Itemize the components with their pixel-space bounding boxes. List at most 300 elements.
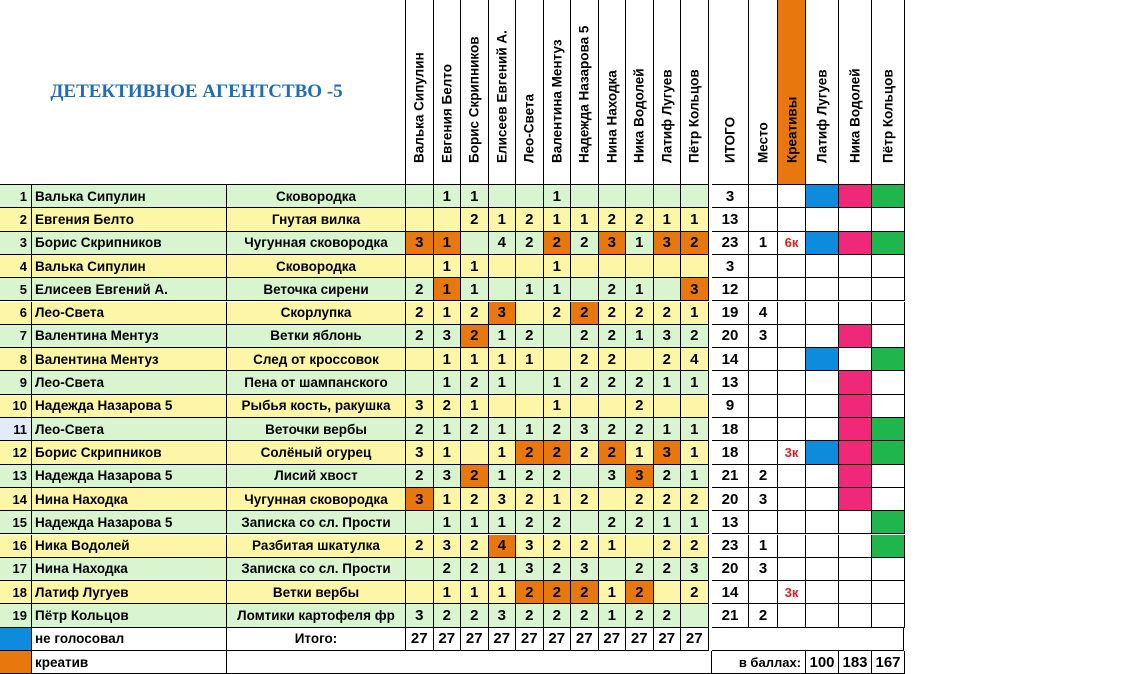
score-cell: 2 — [599, 302, 627, 325]
score-cell: 2 — [571, 348, 599, 371]
score-cell: 1 — [434, 418, 462, 441]
score-cell: 2 — [654, 302, 682, 325]
score-cell: 2 — [571, 325, 599, 348]
total-cell: 20 — [712, 488, 749, 511]
score-cell — [489, 278, 517, 301]
score-cell — [544, 348, 572, 371]
score-cell: 1 — [461, 278, 489, 301]
score-cell: 3 — [516, 535, 544, 558]
creative-cell — [778, 278, 806, 301]
creative-cell — [778, 418, 806, 441]
score-cell: 2 — [406, 302, 434, 325]
score-cell — [654, 395, 682, 418]
column-header-label: Креативы — [784, 96, 799, 163]
score-cell — [654, 185, 682, 208]
score-cell: 1 — [461, 185, 489, 208]
points-label: в баллах: — [712, 651, 806, 674]
judge-mark — [839, 278, 872, 301]
item-name: Скорлупка — [227, 302, 406, 325]
score-cell: 2 — [406, 535, 434, 558]
score-cell — [489, 255, 517, 278]
score-cell: 1 — [544, 185, 572, 208]
creative-cell — [778, 558, 806, 581]
judge-mark — [872, 278, 905, 301]
score-cell: 1 — [681, 302, 709, 325]
creative-cell — [778, 325, 806, 348]
score-cell: 1 — [489, 325, 517, 348]
judge-mark — [872, 348, 905, 371]
total-cell: 20 — [712, 558, 749, 581]
score-cell: 2 — [599, 208, 627, 231]
place-cell: 3 — [749, 558, 778, 581]
score-cell: 3 — [681, 558, 709, 581]
score-cell: 3 — [571, 418, 599, 441]
row-number: 16 — [0, 535, 32, 558]
judge-mark — [806, 465, 839, 488]
score-cell: 2 — [461, 418, 489, 441]
judge-mark — [872, 441, 905, 464]
score-cell — [681, 255, 709, 278]
score-cell: 3 — [434, 465, 462, 488]
creative-cell — [778, 604, 806, 627]
score-cell: 3 — [654, 232, 682, 255]
score-cell: 2 — [681, 232, 709, 255]
score-cell: 2 — [571, 581, 599, 604]
score-cell: 2 — [434, 395, 462, 418]
judge-mark — [806, 488, 839, 511]
score-cell: 2 — [626, 488, 654, 511]
place-cell — [749, 418, 778, 441]
row-number: 3 — [0, 232, 32, 255]
itogo-value: 27 — [626, 628, 654, 651]
itogo-value: 27 — [406, 628, 434, 651]
judge-mark — [839, 418, 872, 441]
score-cell: 1 — [489, 511, 517, 534]
item-name: Лисий хвост — [227, 465, 406, 488]
score-cell: 3 — [489, 302, 517, 325]
item-name: Чугунная сковородка — [227, 488, 406, 511]
score-cell: 1 — [489, 558, 517, 581]
score-cell: 2 — [626, 302, 654, 325]
score-cell: 2 — [544, 604, 572, 627]
judge-mark — [839, 465, 872, 488]
voter-header — [626, 0, 654, 185]
score-cell: 1 — [434, 185, 462, 208]
creative-cell — [778, 255, 806, 278]
score-cell: 1 — [461, 395, 489, 418]
itogo-value: 27 — [461, 628, 489, 651]
column-header-label: Пётр Кольцов — [880, 69, 896, 163]
score-cell: 2 — [461, 208, 489, 231]
total-cell: 23 — [712, 232, 749, 255]
score-cell: 1 — [434, 232, 462, 255]
author-name: Валентина Ментуз — [32, 325, 227, 348]
score-cell: 2 — [681, 581, 709, 604]
score-cell: 1 — [489, 418, 517, 441]
voter-header — [654, 0, 682, 185]
score-cell — [571, 395, 599, 418]
place-cell — [749, 278, 778, 301]
score-cell: 2 — [544, 511, 572, 534]
row-number: 12 — [0, 441, 32, 464]
creative-cell — [778, 395, 806, 418]
place-cell — [749, 255, 778, 278]
score-cell: 2 — [626, 208, 654, 231]
row-number: 18 — [0, 581, 32, 604]
item-name: Чугунная сковородка — [227, 232, 406, 255]
score-cell: 2 — [516, 581, 544, 604]
score-cell — [626, 255, 654, 278]
points-value: 100 — [806, 651, 839, 674]
score-cell: 1 — [489, 441, 517, 464]
score-cell: 1 — [434, 255, 462, 278]
score-cell: 1 — [544, 208, 572, 231]
score-cell: 2 — [599, 511, 627, 534]
item-name: Записка со сл. Прости — [227, 558, 406, 581]
score-cell: 2 — [461, 488, 489, 511]
score-cell — [489, 395, 517, 418]
creative-cell — [778, 488, 806, 511]
author-name: Лео-Света — [32, 371, 227, 394]
score-cell: 2 — [516, 441, 544, 464]
voter-header — [599, 0, 627, 185]
item-name: Ветки вербы — [227, 581, 406, 604]
judge-mark — [806, 302, 839, 325]
judge-mark — [872, 604, 905, 627]
score-cell: 2 — [516, 604, 544, 627]
row-number: 2 — [0, 208, 32, 231]
itogo-value: 27 — [489, 628, 517, 651]
score-cell: 1 — [434, 511, 462, 534]
score-cell: 1 — [681, 371, 709, 394]
total-cell: 18 — [712, 418, 749, 441]
score-cell: 2 — [516, 325, 544, 348]
row-number: 14 — [0, 488, 32, 511]
judge-mark — [839, 255, 872, 278]
total-cell: 13 — [712, 208, 749, 231]
judge-mark — [872, 511, 905, 534]
place-cell — [749, 371, 778, 394]
score-cell: 1 — [544, 395, 572, 418]
item-name: След от кроссовок — [227, 348, 406, 371]
score-cell — [654, 255, 682, 278]
score-cell: 1 — [626, 441, 654, 464]
judge-mark — [806, 441, 839, 464]
column-header-label: Борис Скрипников — [466, 36, 482, 163]
legend-not-voted: не голосовал — [32, 628, 227, 651]
score-cell: 3 — [626, 465, 654, 488]
column-header-label: ИТОГО — [722, 116, 738, 163]
judge-mark — [806, 535, 839, 558]
score-cell: 1 — [434, 348, 462, 371]
creative-cell — [778, 208, 806, 231]
row-number: 17 — [0, 558, 32, 581]
creatives-header — [778, 0, 806, 185]
score-cell: 4 — [681, 348, 709, 371]
score-cell: 3 — [516, 558, 544, 581]
creative-cell — [778, 371, 806, 394]
judge-mark — [806, 348, 839, 371]
score-cell: 3 — [406, 604, 434, 627]
score-cell: 3 — [406, 395, 434, 418]
author-name: Нина Находка — [32, 488, 227, 511]
legend-orange-swatch — [0, 651, 32, 674]
score-cell: 2 — [571, 604, 599, 627]
score-cell: 1 — [461, 255, 489, 278]
score-cell: 2 — [461, 535, 489, 558]
itogo-value: 27 — [571, 628, 599, 651]
score-cell — [406, 185, 434, 208]
page-title: ДЕТЕКТИВНОЕ АГЕНТСТВО -5 — [0, 0, 406, 185]
place-header — [749, 0, 778, 185]
score-cell: 2 — [626, 581, 654, 604]
score-cell: 1 — [461, 348, 489, 371]
score-cell: 3 — [654, 325, 682, 348]
score-cell: 1 — [516, 348, 544, 371]
score-cell: 2 — [406, 418, 434, 441]
score-cell: 4 — [489, 232, 517, 255]
score-cell — [516, 185, 544, 208]
judge-header — [872, 0, 905, 185]
score-cell — [516, 302, 544, 325]
judge-mark — [839, 488, 872, 511]
score-cell: 1 — [626, 232, 654, 255]
score-cell — [626, 535, 654, 558]
judge-mark — [872, 232, 905, 255]
score-cell — [406, 371, 434, 394]
creative-cell: 3к — [778, 581, 806, 604]
score-cell: 1 — [544, 278, 572, 301]
voter-header — [489, 0, 517, 185]
total-cell: 13 — [712, 371, 749, 394]
judge-mark — [872, 371, 905, 394]
score-cell: 1 — [434, 302, 462, 325]
author-name: Латиф Лугуев — [32, 581, 227, 604]
score-cell: 3 — [571, 558, 599, 581]
judge-mark — [872, 302, 905, 325]
score-cell — [654, 278, 682, 301]
row-number: 8 — [0, 348, 32, 371]
author-name: Надежда Назарова 5 — [32, 465, 227, 488]
score-cell: 3 — [681, 278, 709, 301]
total-cell: 21 — [712, 465, 749, 488]
score-cell — [406, 581, 434, 604]
score-cell: 2 — [681, 535, 709, 558]
score-cell: 2 — [571, 488, 599, 511]
author-name: Борис Скрипников — [32, 232, 227, 255]
score-cell: 2 — [544, 441, 572, 464]
total-header — [712, 0, 749, 185]
row-number: 9 — [0, 371, 32, 394]
judge-mark — [872, 418, 905, 441]
score-cell: 2 — [461, 302, 489, 325]
column-header-label: Ника Водолей — [631, 68, 647, 163]
judge-mark — [872, 535, 905, 558]
creative-cell: 3к — [778, 441, 806, 464]
column-header-label: Лео-Света — [521, 93, 537, 163]
item-name: Ломтики картофеля фр — [227, 604, 406, 627]
column-header-label: Евгения Белто — [439, 64, 455, 163]
total-cell: 21 — [712, 604, 749, 627]
itogo-value: 27 — [654, 628, 682, 651]
score-cell: 2 — [544, 302, 572, 325]
place-cell: 3 — [749, 488, 778, 511]
score-cell — [571, 511, 599, 534]
score-cell: 2 — [461, 558, 489, 581]
score-cell: 1 — [489, 348, 517, 371]
score-cell: 1 — [434, 441, 462, 464]
score-cell: 2 — [434, 604, 462, 627]
total-cell: 14 — [712, 581, 749, 604]
author-name: Лео-Света — [32, 418, 227, 441]
score-cell: 2 — [516, 232, 544, 255]
score-cell: 2 — [571, 441, 599, 464]
score-cell: 2 — [544, 465, 572, 488]
row-number: 7 — [0, 325, 32, 348]
judge-mark — [806, 371, 839, 394]
total-cell: 18 — [712, 441, 749, 464]
score-cell — [461, 441, 489, 464]
place-cell — [749, 511, 778, 534]
author-name: Надежда Назарова 5 — [32, 511, 227, 534]
place-cell: 2 — [749, 604, 778, 627]
score-cell: 2 — [626, 604, 654, 627]
score-cell: 1 — [654, 511, 682, 534]
total-cell: 14 — [712, 348, 749, 371]
score-cell: 3 — [406, 488, 434, 511]
score-cell: 3 — [489, 488, 517, 511]
row-number: 10 — [0, 395, 32, 418]
score-cell: 1 — [434, 488, 462, 511]
item-name: Разбитая шкатулка — [227, 535, 406, 558]
score-cell — [434, 208, 462, 231]
judge-mark — [806, 278, 839, 301]
score-cell: 2 — [571, 535, 599, 558]
judge-mark — [839, 325, 872, 348]
score-cell — [406, 208, 434, 231]
itogo-value: 27 — [544, 628, 572, 651]
itogo-value: 27 — [599, 628, 627, 651]
judge-mark — [806, 581, 839, 604]
item-name: Гнутая вилка — [227, 208, 406, 231]
column-header-label: Пётр Кольцов — [686, 69, 702, 163]
score-cell — [599, 185, 627, 208]
judge-header — [839, 0, 872, 185]
judge-mark — [872, 185, 905, 208]
judge-mark — [872, 465, 905, 488]
score-cell: 2 — [544, 558, 572, 581]
author-name: Валька Сипулин — [32, 255, 227, 278]
score-cell: 2 — [654, 535, 682, 558]
item-name: Пена от шампанского — [227, 371, 406, 394]
total-cell: 9 — [712, 395, 749, 418]
score-cell: 1 — [599, 581, 627, 604]
score-cell: 2 — [599, 325, 627, 348]
score-cell — [489, 185, 517, 208]
judge-mark — [806, 325, 839, 348]
score-cell — [406, 511, 434, 534]
judge-mark — [872, 325, 905, 348]
score-cell: 2 — [461, 325, 489, 348]
score-cell: 1 — [599, 604, 627, 627]
score-cell: 1 — [516, 278, 544, 301]
row-number: 13 — [0, 465, 32, 488]
creative-cell — [778, 185, 806, 208]
itogo-label: Итого: — [227, 628, 406, 651]
score-cell: 1 — [489, 581, 517, 604]
judge-mark — [839, 535, 872, 558]
score-cell: 2 — [516, 488, 544, 511]
legend-blue-swatch — [0, 628, 32, 651]
score-cell — [599, 488, 627, 511]
score-cell: 1 — [654, 371, 682, 394]
score-cell: 2 — [681, 325, 709, 348]
score-cell — [681, 185, 709, 208]
score-cell: 1 — [544, 371, 572, 394]
column-header-label: Елисеев Евгений А. — [494, 30, 510, 163]
score-cell — [599, 395, 627, 418]
judge-mark — [839, 558, 872, 581]
score-cell — [626, 185, 654, 208]
author-name: Надежда Назарова 5 — [32, 395, 227, 418]
judge-mark — [872, 255, 905, 278]
place-cell — [749, 441, 778, 464]
score-cell: 2 — [516, 465, 544, 488]
score-cell — [681, 604, 709, 627]
score-cell: 2 — [406, 278, 434, 301]
author-name: Нина Находка — [32, 558, 227, 581]
place-cell — [749, 395, 778, 418]
score-cell: 1 — [571, 208, 599, 231]
score-cell: 2 — [626, 511, 654, 534]
score-cell — [599, 558, 627, 581]
place-cell — [749, 581, 778, 604]
score-cell: 2 — [626, 395, 654, 418]
row-number: 1 — [0, 185, 32, 208]
blank-cell — [227, 651, 712, 674]
score-cell — [654, 581, 682, 604]
item-name: Солёный огурец — [227, 441, 406, 464]
score-cell: 2 — [654, 465, 682, 488]
score-cell — [571, 185, 599, 208]
score-cell: 2 — [516, 208, 544, 231]
judge-mark — [806, 185, 839, 208]
score-cell — [516, 255, 544, 278]
score-cell: 1 — [681, 465, 709, 488]
judge-mark — [839, 185, 872, 208]
score-cell: 2 — [654, 488, 682, 511]
score-cell — [516, 371, 544, 394]
score-cell: 2 — [654, 348, 682, 371]
author-name: Лео-Света — [32, 302, 227, 325]
score-cell — [461, 232, 489, 255]
place-cell — [749, 185, 778, 208]
total-cell: 23 — [712, 535, 749, 558]
place-cell: 4 — [749, 302, 778, 325]
creative-cell — [778, 511, 806, 534]
total-cell: 20 — [712, 325, 749, 348]
judge-mark — [806, 232, 839, 255]
column-header-label: Валентина Ментуз — [549, 39, 565, 163]
score-cell: 2 — [434, 558, 462, 581]
judge-mark — [839, 395, 872, 418]
judge-mark — [839, 604, 872, 627]
score-cell: 1 — [434, 371, 462, 394]
score-cell: 2 — [654, 558, 682, 581]
judge-mark — [839, 511, 872, 534]
score-cell: 1 — [626, 278, 654, 301]
creative-cell: 6к — [778, 232, 806, 255]
